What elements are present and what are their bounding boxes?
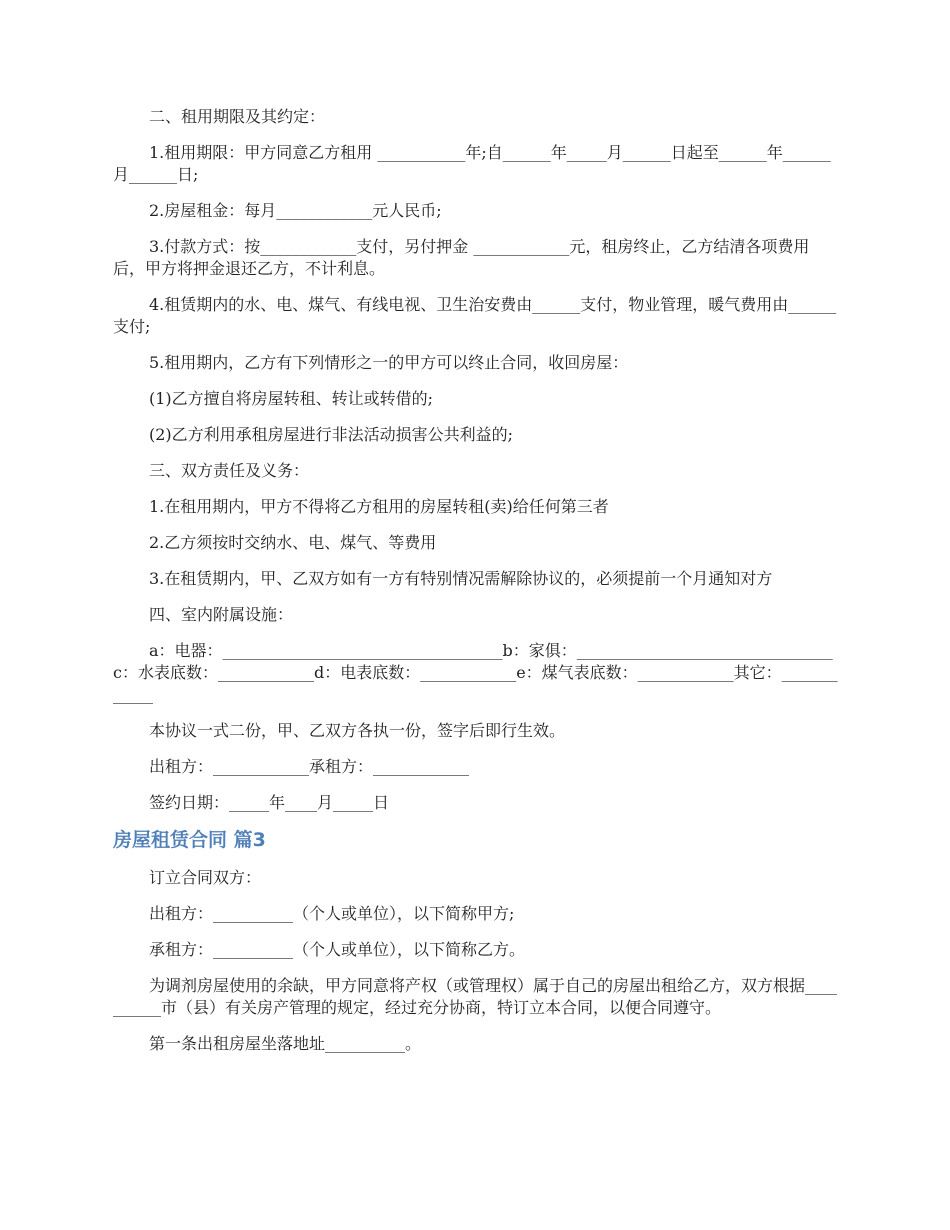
- contract-heading: 房屋租赁合同 篇3: [113, 829, 266, 851]
- clause-termination: 5.租用期内，乙方有下列情形之一的甲方可以终止合同，收回房屋：: [149, 353, 629, 372]
- lessor-line: 出租方：__________（个人或单位），以下简称甲方;: [149, 904, 515, 923]
- lessee-line: 承租方：__________（个人或单位），以下简称乙方。: [149, 940, 526, 959]
- duty-3: 3.在租赁期内，甲、乙双方如有一方有特别情况需解除协议的，必须提前一个月通知对方: [149, 569, 773, 588]
- clause-payment: 3.付款方式：按____________支付，另付押金 ____________元，租房终止，乙方结清各项费用后，甲方将押金退还乙方，不计利息。: [113, 237, 810, 278]
- termination-item-1: (1)乙方擅自将房屋转租、转让或转借的;: [149, 389, 434, 408]
- facilities-list: a：电器：___________________________________b：家俱：________________________________c：水表底数：____________d：电表底数：____________e：煤气表底数：____________其它：____________: [113, 641, 838, 704]
- duty-2: 2.乙方须按时交纳水、电、煤气、等费用: [149, 533, 437, 552]
- clause-utilities: 4.租赁期内的水、电、煤气、有线电视、卫生治安费由______支付，物业管理，暖气费用由______支付;: [113, 295, 837, 336]
- duty-1: 1.在租用期内，甲方不得将乙方租用的房屋转租(卖)给任何第三者: [149, 497, 609, 516]
- copies-clause: 本协议一式二份，甲、乙双方各执一份，签字后即行生效。: [149, 721, 566, 740]
- signing-date: 签约日期：_____年____月_____日: [149, 793, 390, 812]
- signature-parties: 出租方：____________承租方：____________: [149, 757, 470, 776]
- clause-rent: 2.房屋租金：每月____________元人民币;: [149, 201, 442, 220]
- section-title-duties: 三、双方责任及义务：: [149, 461, 310, 480]
- clause-term: 1.租用期限：甲方同意乙方租用 ___________年;自______年_____月______日起至______年______月______日;: [113, 143, 831, 184]
- termination-item-2: (2)乙方利用承租房屋进行非法活动损害公共利益的;: [149, 425, 514, 444]
- article-1-address: 第一条出租房屋坐落地址__________。: [149, 1034, 422, 1053]
- purpose-paragraph: 为调剂房屋使用的余缺，甲方同意将产权（或管理权）属于自己的房屋出租给乙方，双方根据__________市（县）有关房产管理的规定，经过充分协商，特订立本合同，以便合同遵守。: [113, 976, 838, 1017]
- section-title-term: 二、租用期限及其约定：: [149, 107, 326, 126]
- section-title-facilities: 四、室内附属设施：: [149, 605, 294, 624]
- parties-intro: 订立合同双方：: [149, 868, 262, 887]
- document-page: [113, 106, 840, 1069]
